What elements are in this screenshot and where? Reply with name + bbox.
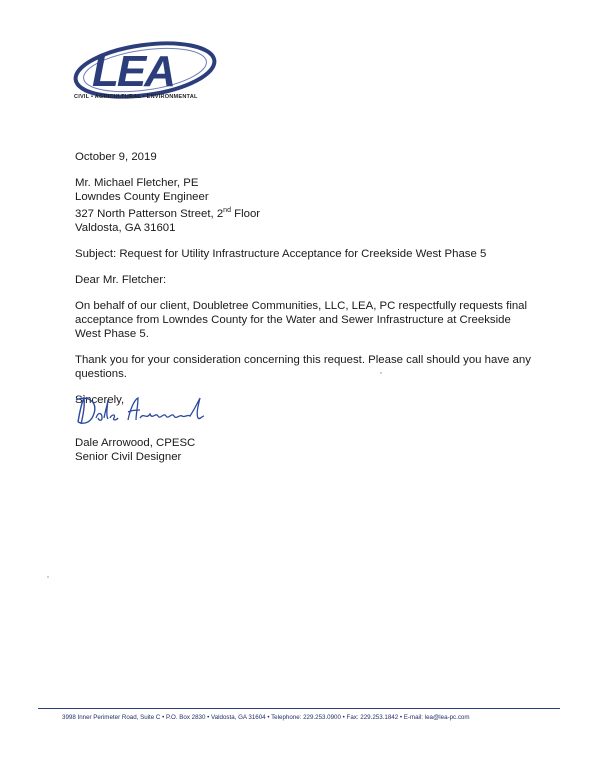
footer-divider bbox=[38, 708, 560, 709]
recipient-street bbox=[75, 204, 535, 221]
recipient-title: Lowndes County Engineer bbox=[75, 191, 209, 203]
body-paragraph-1: On behalf of our client, Doubletree Communities, LLC, LEA, PC respectfully requests final acceptance from Lowndes County for the Water and Sewer Infrastructure at Creekside West Phase 5. bbox=[75, 299, 528, 340]
signer-block bbox=[75, 436, 195, 464]
letter-body bbox=[75, 150, 535, 407]
recipient-city: Valdosta, GA 31601 bbox=[75, 221, 176, 234]
recipient-address bbox=[75, 176, 535, 235]
scan-speck bbox=[380, 372, 382, 374]
signer-title: Senior Civil Designer bbox=[75, 451, 182, 463]
letter-subject: Subject: Request for Utility Infrastructure Acceptance for Creekside West Phase 5 bbox=[75, 247, 487, 260]
street-suffix: Floor bbox=[230, 207, 261, 220]
logo-tagline: CIVIL • AGRICULTURAL • ENVIRONMENTAL bbox=[74, 94, 198, 100]
signer-name: Dale Arrowood, CPESC bbox=[75, 437, 196, 449]
street-ordinal: nd bbox=[223, 207, 231, 214]
logo-letters: LEA bbox=[92, 47, 174, 96]
body-paragraph-2: Thank you for your consideration concerning this request. Please call should you have any questions. bbox=[75, 353, 531, 380]
recipient-name: Mr. Michael Fletcher, PE bbox=[75, 177, 199, 189]
letter-closing: Sincerely, bbox=[75, 393, 125, 406]
street-prefix: 327 North Patterson Street, 2 bbox=[75, 207, 224, 220]
footer-contact-line: 3998 Inner Perimeter Road, Suite C • P.O. Box 2830 • Valdosta, GA 31604 • Telephone: 229.253.0900 • Fax: 229.253.1842 • E-mail: lea@lea-pc.com bbox=[62, 714, 470, 721]
letter-date: October 9, 2019 bbox=[75, 151, 157, 163]
handwritten-signature bbox=[70, 392, 220, 432]
letter-salutation: Dear Mr. Fletcher: bbox=[75, 273, 167, 286]
scan-speck bbox=[47, 576, 49, 578]
